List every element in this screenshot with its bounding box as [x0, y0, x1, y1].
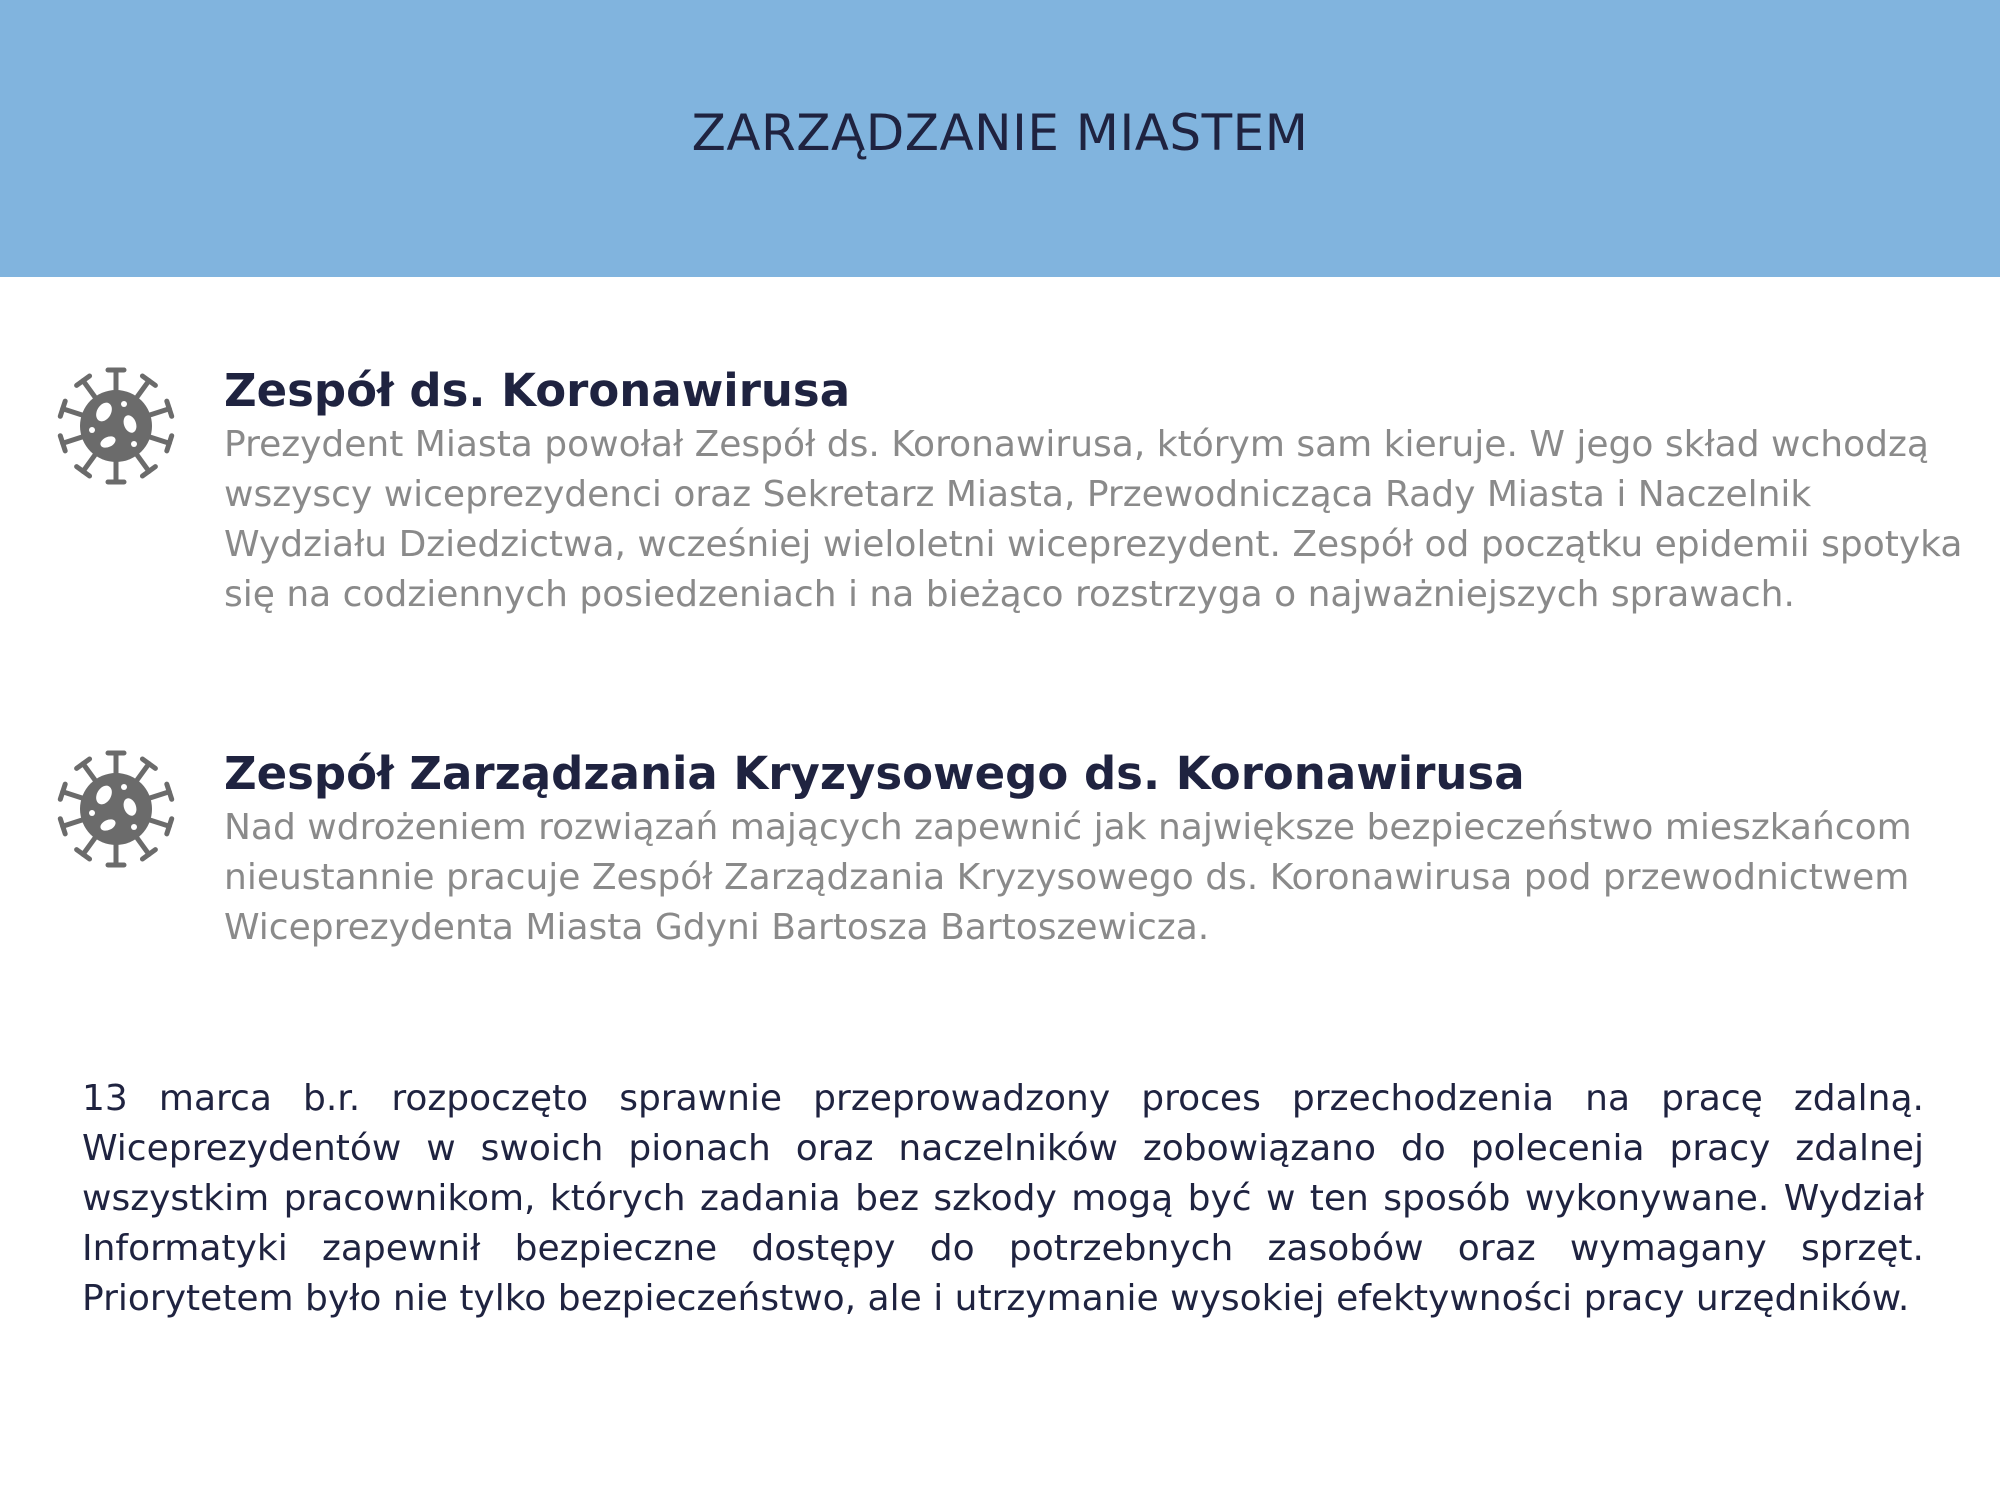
section-text	[224, 362, 1984, 620]
section-heading: Zespół ds. Koronawirusa	[224, 364, 851, 417]
section-heading: Zespół Zarządzania Kryzysowego ds. Koronawirusa	[224, 747, 1525, 800]
section-body: Prezydent Miasta powołał Zespół ds. Koronawirusa, którym sam kieruje. W jego skład wchodzą wszyscy wiceprezydenci oraz Sekretarz Miasta, Przewodnicząca Rady Miasta i Naczelnik Wydziału Dziedzictwa, wcześniej wieloletni wiceprezydent. Zespół od początku epidemii spotyka się na codziennych posiedzeniach i na bieżąco rozstrzyga o najważniejszych sprawach.	[224, 424, 1963, 615]
section-body: Nad wdrożeniem rozwiązań mających zapewnić jak największe bezpieczeństwo mieszkańcom nieustannie pracuje Zespół Zarządzania Kryzysowego ds. Koronawirusa pod przewodnictwem Wiceprezydenta Miasta Gdyni Bartosza Bartoszewicza.	[224, 807, 1912, 948]
section-text	[224, 745, 1984, 953]
page-title: ZARZĄDZANIE MIASTEM	[691, 104, 1309, 162]
virus-icon	[52, 362, 180, 490]
virus-icon	[52, 745, 180, 873]
remote-work-paragraph: 13 marca b.r. rozpoczęto sprawnie przeprowadzony proces przechodzenia na pracę zdalną. Wiceprezydentów w swoich pionach oraz naczelników zobowiązano do polecenia pracy zdalnej wszystkim pracownikom, których zadania bez szkody mogą być w ten sposób wykonywane. Wydział Informatyki zapewnił bezpieczne dostępy do potrzebnych zasobów oraz wymagany sprzęt. Priorytetem było nie tylko bezpieczeństwo, ale i utrzymanie wysokiej efektywności pracy urzędników.	[82, 1078, 1924, 1319]
header-banner	[0, 0, 2000, 277]
